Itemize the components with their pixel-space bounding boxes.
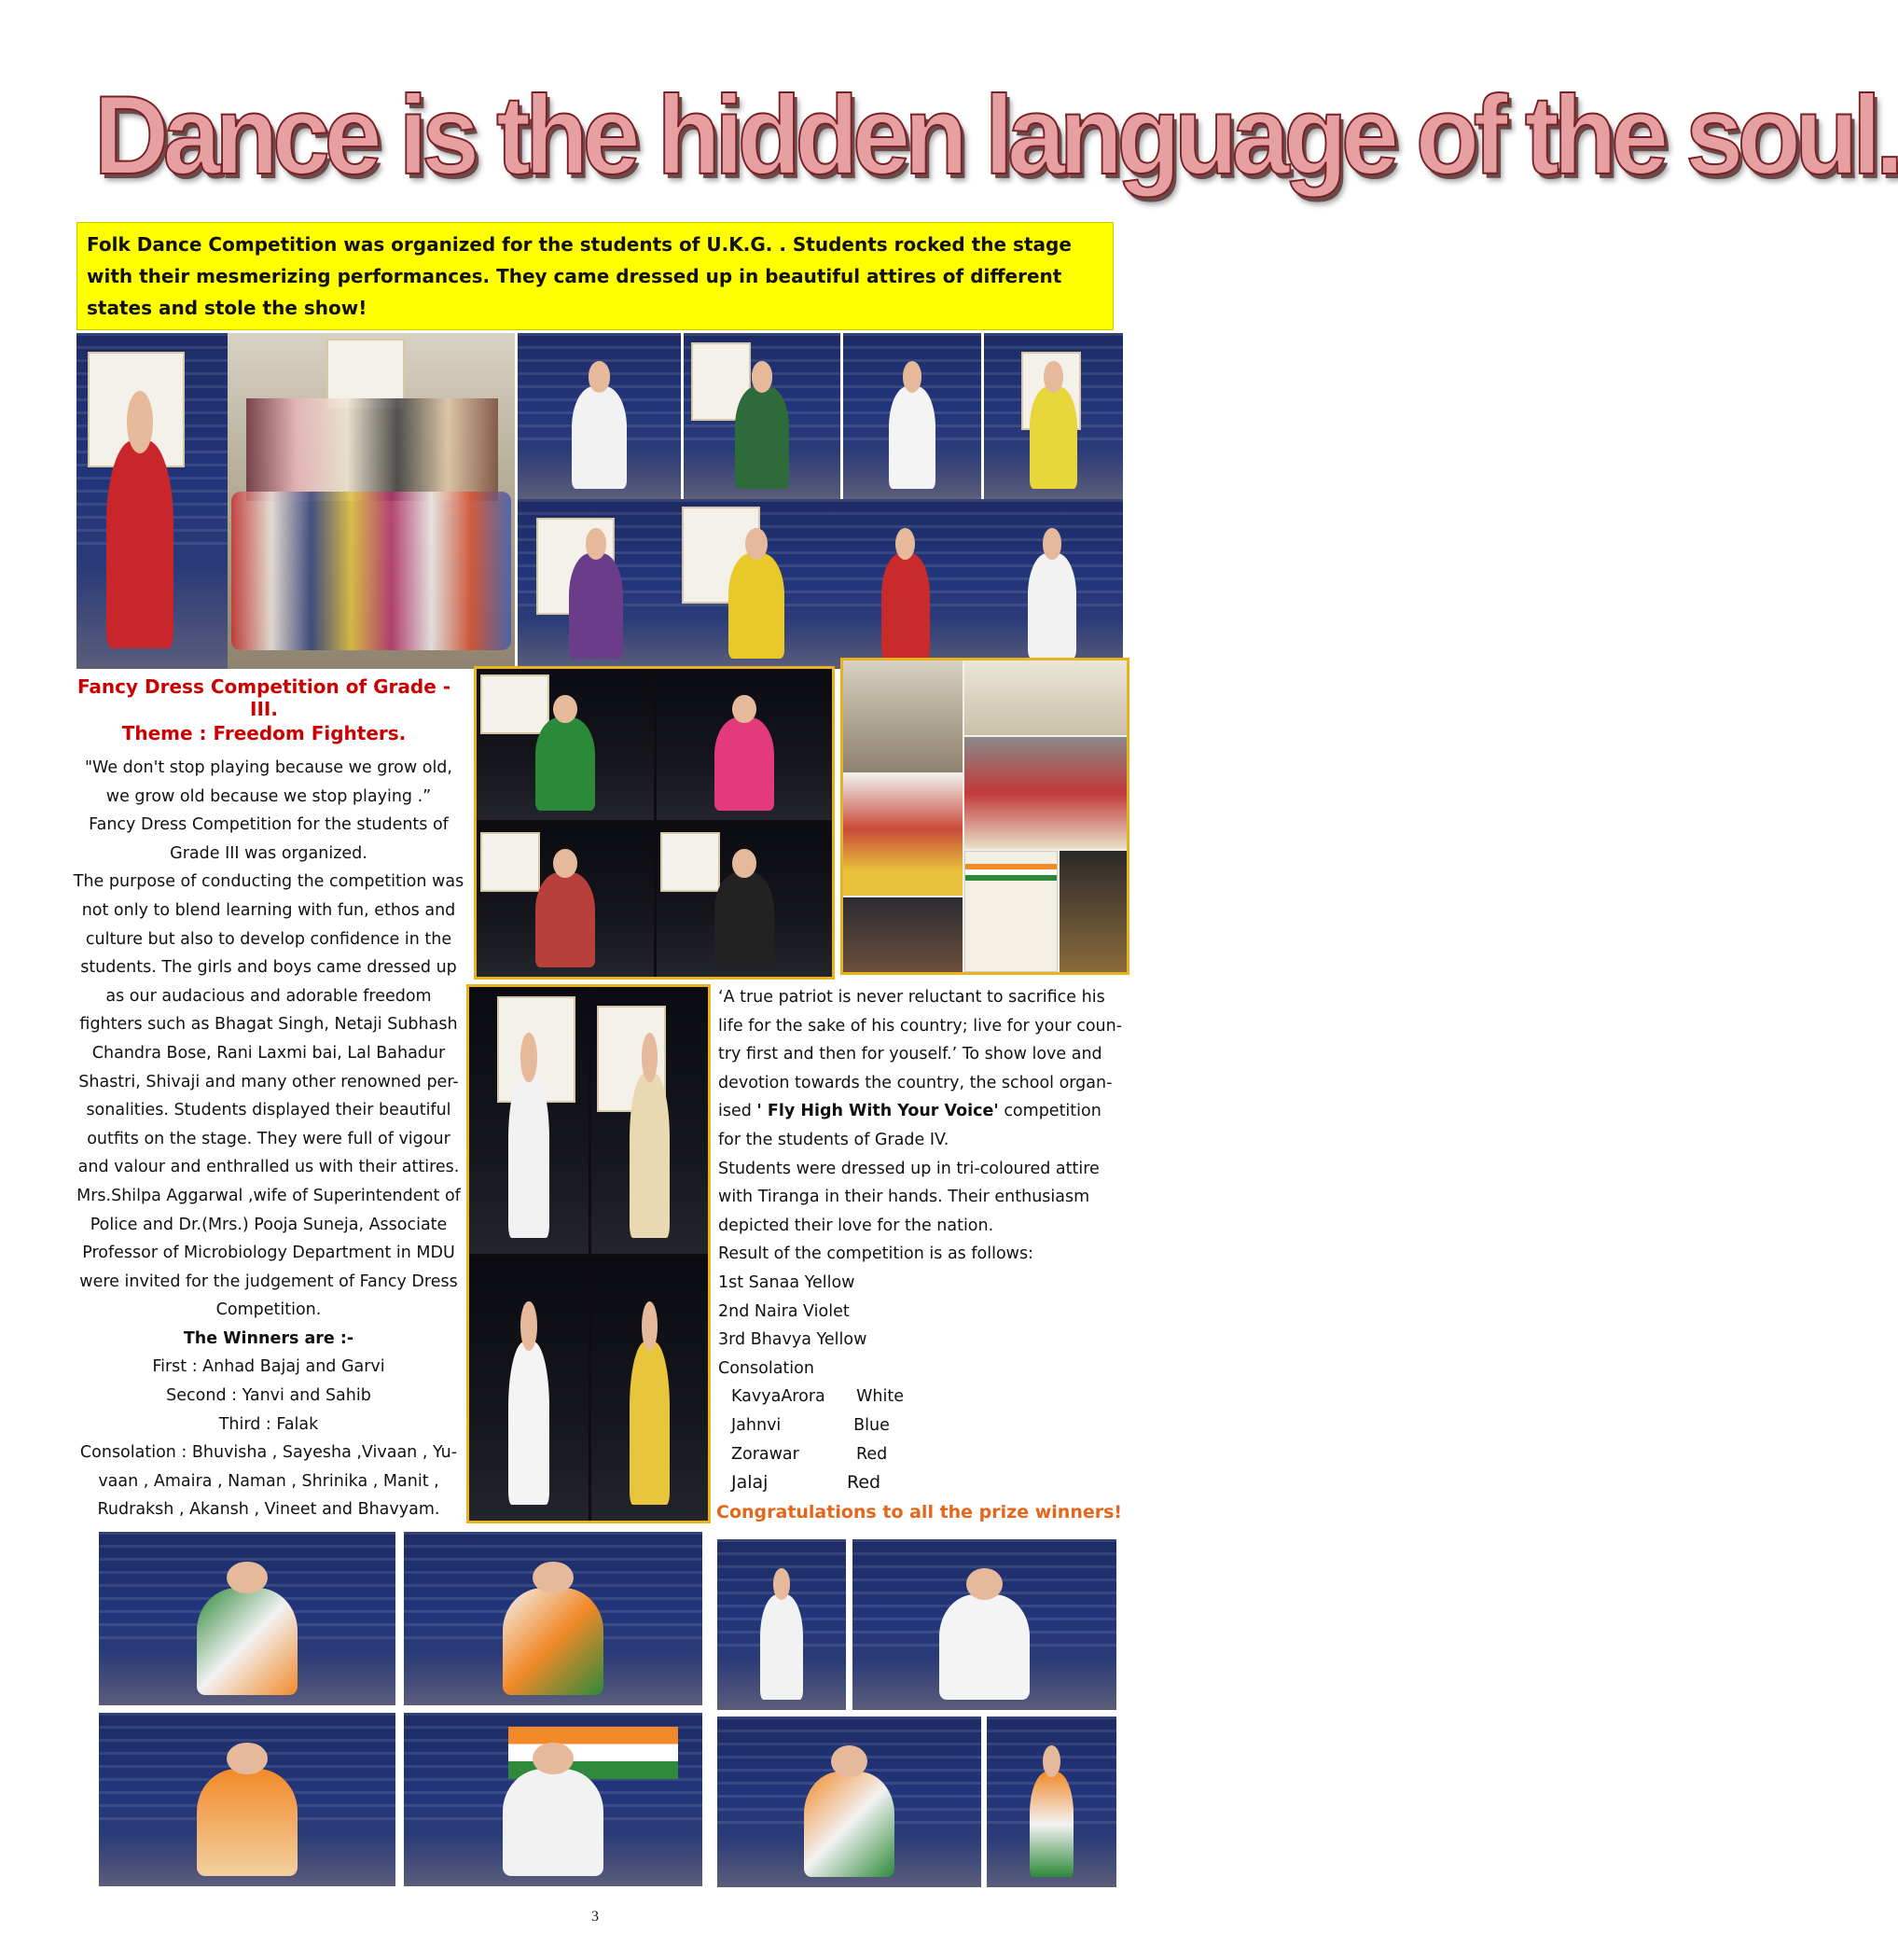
fly-high-photo: [469, 987, 589, 1254]
fly-high-article: [718, 983, 1129, 1497]
winner-consolation: Consolation : Bhuvisha , Sayesha ,Vivaan , Yu-vaan , Amaira , Naman , Shrinika , Manit , Rudraksh , Akansh , Vineet and Bhavyam.: [79, 1443, 458, 1520]
fly-high-photo-collage: [466, 984, 711, 1523]
body-paragraph: The purpose of conducting the competition was not only to blend learning with fun, ethos and culture but also to develop confidence in the students. The girls and boys came dressed up as our audacious and adorable freedom fighters such as Bhagat Singh, Netaji Subhash Chandra Bose, Rani Laxmi bai, Lal Bahadur Shastri, Shivaji and many other renowned per-sonalities. Students displayed their beautiful outfits on the stage. They were full of vigour and valour and enthralled us with their attires. Mrs.Shilpa Aggarwal ,wife of Superintendent of Police and Dr.(Mrs.) Pooja Suneja, Associate Professor of Microbiology Department in MDU were invited for the judgement of Fancy Dress Competition.: [73, 872, 464, 1320]
tricolour-band: [965, 864, 1057, 881]
intro-text-1: ‘A true patriot is never reluctant to sacrifice his life for the sake of his country; live for your coun-try first and then for youself.’ To show love and devotion towards the country, the school organ-ised: [718, 988, 1123, 1121]
page-number: 3: [591, 1909, 599, 1925]
child-figure: [630, 1341, 670, 1505]
headline: Dance is the hidden language of the soul.: [93, 73, 1898, 198]
child-figure: [535, 872, 596, 967]
fly-high-photo: [717, 1539, 846, 1710]
folk-dance-photo: [518, 499, 674, 669]
fly-high-photo: [852, 1539, 1116, 1710]
child-figure: [1030, 386, 1077, 489]
folk-dance-photo: [981, 499, 1123, 669]
child-figure: [503, 1769, 604, 1876]
fancy-poster: [480, 674, 549, 734]
child-figure: [728, 553, 784, 659]
child-figure: [508, 1341, 549, 1505]
child-figure: [1030, 1772, 1074, 1877]
folk-dance-photo: [838, 499, 981, 669]
judges-photo: [964, 660, 1127, 735]
result-first: 1st Sanaa Yellow: [718, 1272, 855, 1292]
fancy-dress-photo: [477, 823, 654, 977]
consolation-item: Zorawar Red: [731, 1444, 888, 1464]
result-heading: Result of the competition is as follows:: [718, 1244, 1033, 1264]
fancy-poster-photo: [964, 851, 1058, 972]
group-children: [231, 492, 511, 650]
consolation-item: Jahnvi Blue: [731, 1415, 890, 1435]
folk-dance-photo: [984, 333, 1123, 499]
fly-high-photo: [717, 1717, 981, 1887]
judges-photo-collage: [840, 658, 1129, 975]
fly-high-intro: [718, 983, 1129, 1155]
child-figure: [735, 386, 788, 489]
fly-high-photo: [99, 1713, 395, 1886]
fly-high-photo: [987, 1717, 1116, 1887]
fly-high-photo: [469, 1257, 589, 1521]
competition-name: ' Fly High With Your Voice': [756, 1102, 999, 1121]
audience-photo: [964, 737, 1127, 849]
fancy-poster: [480, 832, 540, 892]
consolation-heading: Consolation: [718, 1358, 814, 1378]
fly-high-photo: [404, 1532, 702, 1705]
child-figure: [535, 717, 596, 811]
child-figure: [760, 1594, 804, 1700]
judges-photo: [843, 660, 963, 772]
judges-photo: [843, 897, 963, 972]
child-figure: [714, 872, 774, 967]
child-figure: [630, 1073, 670, 1238]
consolation-item: Jalaj Red: [731, 1472, 881, 1494]
audience-photo: [843, 774, 963, 896]
winners-heading: The Winners are :-: [183, 1328, 354, 1348]
intro-text-2: competition for the students of Grade IV.: [718, 1102, 1101, 1149]
child-figure: [508, 1073, 549, 1238]
child-figure: [569, 553, 622, 659]
child-figure: [106, 440, 173, 648]
child-figure: [714, 717, 774, 811]
quote-paragraph: "We don't stop playing because we grow old, we grow old because we stop playing .”: [85, 758, 452, 806]
fancy-dress-article: [73, 754, 464, 1524]
child-figure: [197, 1588, 298, 1695]
folk-dance-group-photo: [228, 333, 515, 669]
fancy-dress-photo: [657, 669, 832, 820]
group-teachers: [246, 398, 498, 501]
winner-third: Third : Falak: [218, 1414, 319, 1434]
fancy-dress-photo: [657, 823, 832, 977]
child-figure: [804, 1772, 894, 1877]
result-second: 2nd Naira Violet: [718, 1301, 850, 1321]
child-figure: [889, 386, 935, 489]
result-third: 3rd Bhavya Yellow: [718, 1330, 867, 1350]
fly-high-photo: [591, 1257, 708, 1521]
child-figure: [881, 553, 930, 659]
fly-high-photo: [404, 1713, 702, 1886]
child-figure: [197, 1769, 298, 1876]
fancy-dress-theme: Theme : Freedom Fighters.: [121, 722, 407, 744]
fancy-poster: [660, 832, 720, 892]
folk-dance-photo: [76, 333, 228, 669]
congratulations-line: Congratulations to all the prize winners!: [716, 1502, 1123, 1522]
fly-high-paragraph: Students were dressed up in tri-coloured attire with Tiranga in their hands. Their enthusiasm depicted their love for the nation.: [718, 1159, 1100, 1235]
child-figure: [572, 386, 628, 489]
folk-dance-photo: [518, 333, 681, 499]
consolation-item: KavyaArora White: [731, 1387, 904, 1407]
child-figure: [503, 1588, 604, 1695]
fancy-dress-photo-collage: [474, 666, 835, 980]
winner-second: Second : Yanvi and Sahib: [166, 1386, 371, 1406]
fancy-dress-photo: [477, 669, 654, 820]
child-figure: [939, 1594, 1029, 1700]
folk-dance-photo: [674, 499, 838, 669]
folk-dance-photo: [684, 333, 840, 499]
folk-dance-photo: [843, 333, 981, 499]
child-figure: [1028, 553, 1076, 659]
fancy-dress-title: Fancy Dress Competition of Grade -III.: [76, 675, 451, 720]
winner-first: First : Anhad Bajaj and Garvi: [152, 1357, 385, 1377]
fly-high-photo: [591, 987, 708, 1254]
fly-high-photo: [99, 1532, 395, 1705]
folk-dance-intro: Folk Dance Competition was organized for the students of U.K.G. . Students rocked the stage with their mesmerizing performances. They came dressed up in beautiful attires of different states and stole the show!: [76, 222, 1114, 330]
intro-paragraph: Fancy Dress Competition for the students of Grade III was organized.: [89, 815, 449, 863]
judges-photo: [1060, 851, 1127, 972]
